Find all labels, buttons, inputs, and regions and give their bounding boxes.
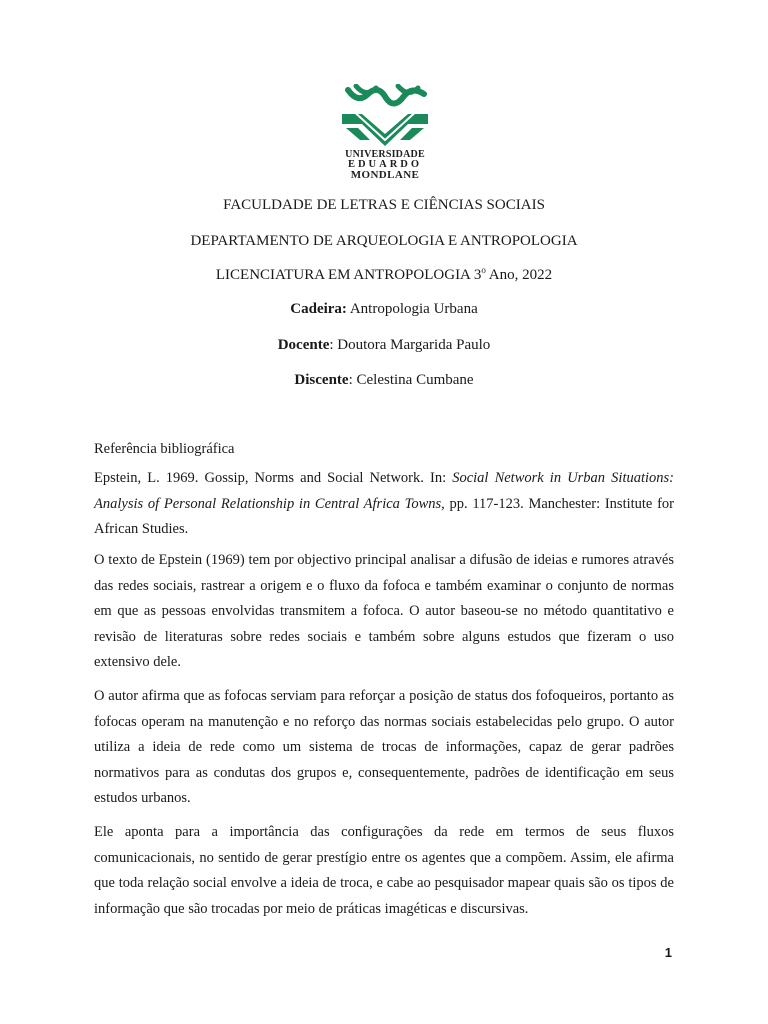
paragraph-3: Ele aponta para a importância das configurações da rede em termos de seus fluxos comunicacionais, no sentido de gerar prestígio entre os agentes que a compõem. Assim, ele afirma que toda relação social envolve a ideia de troca, e cabe ao pesquisador mapear quais são os tipos de informação que são trocadas por meio de práticas imagéticas e discursivas. [94, 824, 674, 917]
citation-start: Epstein, L. 1969. Gossip, Norms and Social Network. In: [94, 470, 453, 486]
cadeira-line [0, 301, 768, 318]
faculty-heading: FACULDADE DE LETRAS E CIÊNCIAS SOCIAIS [223, 197, 545, 213]
logo-line-1: UNIVERSIDADE [345, 149, 425, 160]
reference-citation [94, 466, 674, 543]
logo-emblem-icon [340, 84, 430, 148]
docente-label: Docente [277, 337, 330, 353]
cadeira-value: Antropologia Urbana [346, 301, 478, 317]
page-number: 1 [664, 945, 672, 960]
reference-title: Referência bibliográfica [94, 441, 235, 457]
course-ordinal: o [481, 265, 486, 275]
university-logo [335, 84, 435, 184]
paragraph-1: O texto de Epstein (1969) tem por objectivo principal analisar a difusão de ideias e rumores através das redes sociais, rastrear a origem e o fluxo da fofoca e também examinar o conjunto de normas em que as pessoas envolvidas transmitem a fofoca. O autor baseou-se no método quantitativo e revisão de literaturas sobre redes sociais e também sobre alguns estudos que fizeram o uso extensivo dele. [94, 552, 674, 670]
docente-line [0, 337, 768, 354]
discente-line [0, 372, 768, 389]
citation-end: , pp. 117-123. Manchester: Institute for African Studies. [94, 495, 674, 537]
logo-wordmark [335, 150, 435, 180]
logo-line-2: EDUARDO [347, 159, 423, 170]
docente-value: : Doutora Margarida Paulo [329, 337, 491, 353]
discente-value: : Celestina Cumbane [348, 372, 474, 388]
cadeira-label: Cadeira: [290, 301, 347, 317]
citation-book-title: Social Network in Urban Situations: Analysis of Personal Relationship in Central Africa Towns [94, 470, 674, 512]
course-suffix: Ano, 2022 [485, 267, 553, 283]
department-heading: DEPARTAMENTO DE ARQUEOLOGIA E ANTROPOLOGIA [190, 233, 578, 249]
logo-line-3: MONDLANE [350, 169, 420, 181]
discente-label: Discente [294, 372, 349, 388]
course-heading [0, 267, 768, 284]
course-prefix: LICENCIATURA EM ANTROPOLOGIA 3 [215, 267, 482, 283]
paragraph-2: O autor afirma que as fofocas serviam para reforçar a posição de status dos fofoqueiros, portanto as fofocas operam na manutenção e no reforço das normas sociais estabelecidas pelo grupo. O autor utiliza a ideia de rede como um sistema de trocas de informações, capaz de gerar padrões normativos para as condutas dos grupos e, consequentemente, padrões de identificação em seus estudos urbanos. [94, 688, 674, 806]
